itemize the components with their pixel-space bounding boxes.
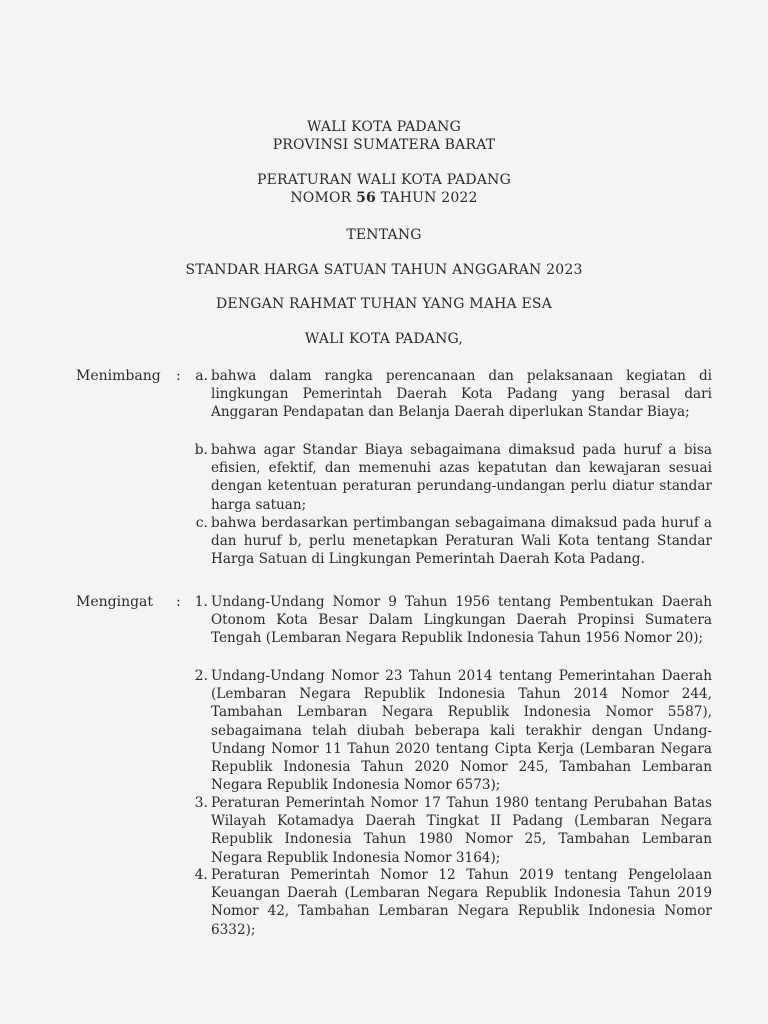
number-prefix: NOMOR xyxy=(290,190,352,206)
mengingat-marker-2: 2. xyxy=(194,668,208,684)
menimbang-colon: : xyxy=(176,368,181,384)
mengingat-item-1: Undang-Undang Nomor 9 Tahun 1956 tentang Pembentukan Daerah Otonom Kota Besar Dalam Lingkungan Daerah Propinsi Sumatera Tengah (Lembaran Negara Republik Indonesia Tahun 1956 Nomor 20); xyxy=(211,594,712,647)
number-suffix: TAHUN 2022 xyxy=(380,190,478,206)
menimbang-label: Menimbang xyxy=(76,368,161,384)
subject-heading: STANDAR HARGA SATUAN TAHUN ANGGARAN 2023 xyxy=(185,262,583,278)
mengingat-item-4: Peraturan Pemerintah Nomor 12 Tahun 2019 tentang Pengelolaan Keuangan Daerah (Lembaran Negara Republik Indonesia Tahun 2019 Nomor 42, Tambahan Lembaran Negara Republik Indonesia Nomor 6332); xyxy=(211,867,712,938)
blessing-line: DENGAN RAHMAT TUHAN YANG MAHA ESA xyxy=(215,296,553,312)
menimbang-item-a: bahwa dalam rangka perencanaan dan pelaksanaan kegiatan di lingkungan Pemerintah Daerah Kota Padang yang berasal dari Anggaran Pendapatan dan Belanja Daerah diperlukan Standar Biaya; xyxy=(211,368,712,421)
mengingat-colon: : xyxy=(176,594,181,610)
authority-heading: WALI KOTA PADANG xyxy=(307,119,461,135)
menimbang-item-c: bahwa berdasarkan pertimbangan sebagaimana dimaksud pada huruf a dan huruf b, perlu menetapkan Peraturan Wali Kota tentang Standar Harga Satuan di Lingkungan Pemerintah Daerah Kota Padang. xyxy=(211,515,712,568)
mengingat-label: Mengingat xyxy=(76,594,154,610)
issuer-line: WALI KOTA PADANG, xyxy=(304,331,464,347)
menimbang-marker-b: b. xyxy=(194,442,208,458)
mengingat-item-3: Peraturan Pemerintah Nomor 17 Tahun 1980 tentang Perubahan Batas Wilayah Kotamadya Daerah Tingkat II Padang (Lembaran Negara Republik Indonesia Tahun 1980 Nomor 25, Tambahan Lembaran Negara Republik Indonesia Nomor 3164); xyxy=(211,795,712,866)
menimbang-marker-c: c. xyxy=(195,515,208,531)
regulation-title: PERATURAN WALI KOTA PADANG xyxy=(256,172,511,188)
mengingat-marker-3: 3. xyxy=(194,795,208,811)
mengingat-marker-1: 1. xyxy=(194,594,208,610)
regulation-number: 56 xyxy=(356,190,376,206)
regulation-number-line xyxy=(0,189,768,207)
province-heading: PROVINSI SUMATERA BARAT xyxy=(272,137,496,153)
about-heading: TENTANG xyxy=(346,227,422,243)
mengingat-marker-4: 4. xyxy=(194,867,208,883)
mengingat-item-2: Undang-Undang Nomor 23 Tahun 2014 tentang Pemerintahan Daerah (Lembaran Negara Republik Indonesia Tahun 2014 Nomor 244, Tambahan Lembaran Negara Republik Indonesia Nomor 5587), sebagaimana telah diubah beberapa kali terakhir dengan Undang-Undang Nomor 11 Tahun 2020 tentang Cipta Kerja (Lembaran Negara Republik Indonesia Tahun 2020 Nomor 245, Tambahan Lembaran Negara Republik Indonesia Nomor 6573); xyxy=(211,668,712,794)
menimbang-item-b: bahwa agar Standar Biaya sebagaimana dimaksud pada huruf a bisa efisien, efektif, dan memenuhi azas kepatutan dan kewajaran sesuai dengan ketentuan peraturan perundang-undangan perlu diatur standar harga satuan; xyxy=(211,442,712,513)
menimbang-marker-a: a. xyxy=(195,368,208,384)
